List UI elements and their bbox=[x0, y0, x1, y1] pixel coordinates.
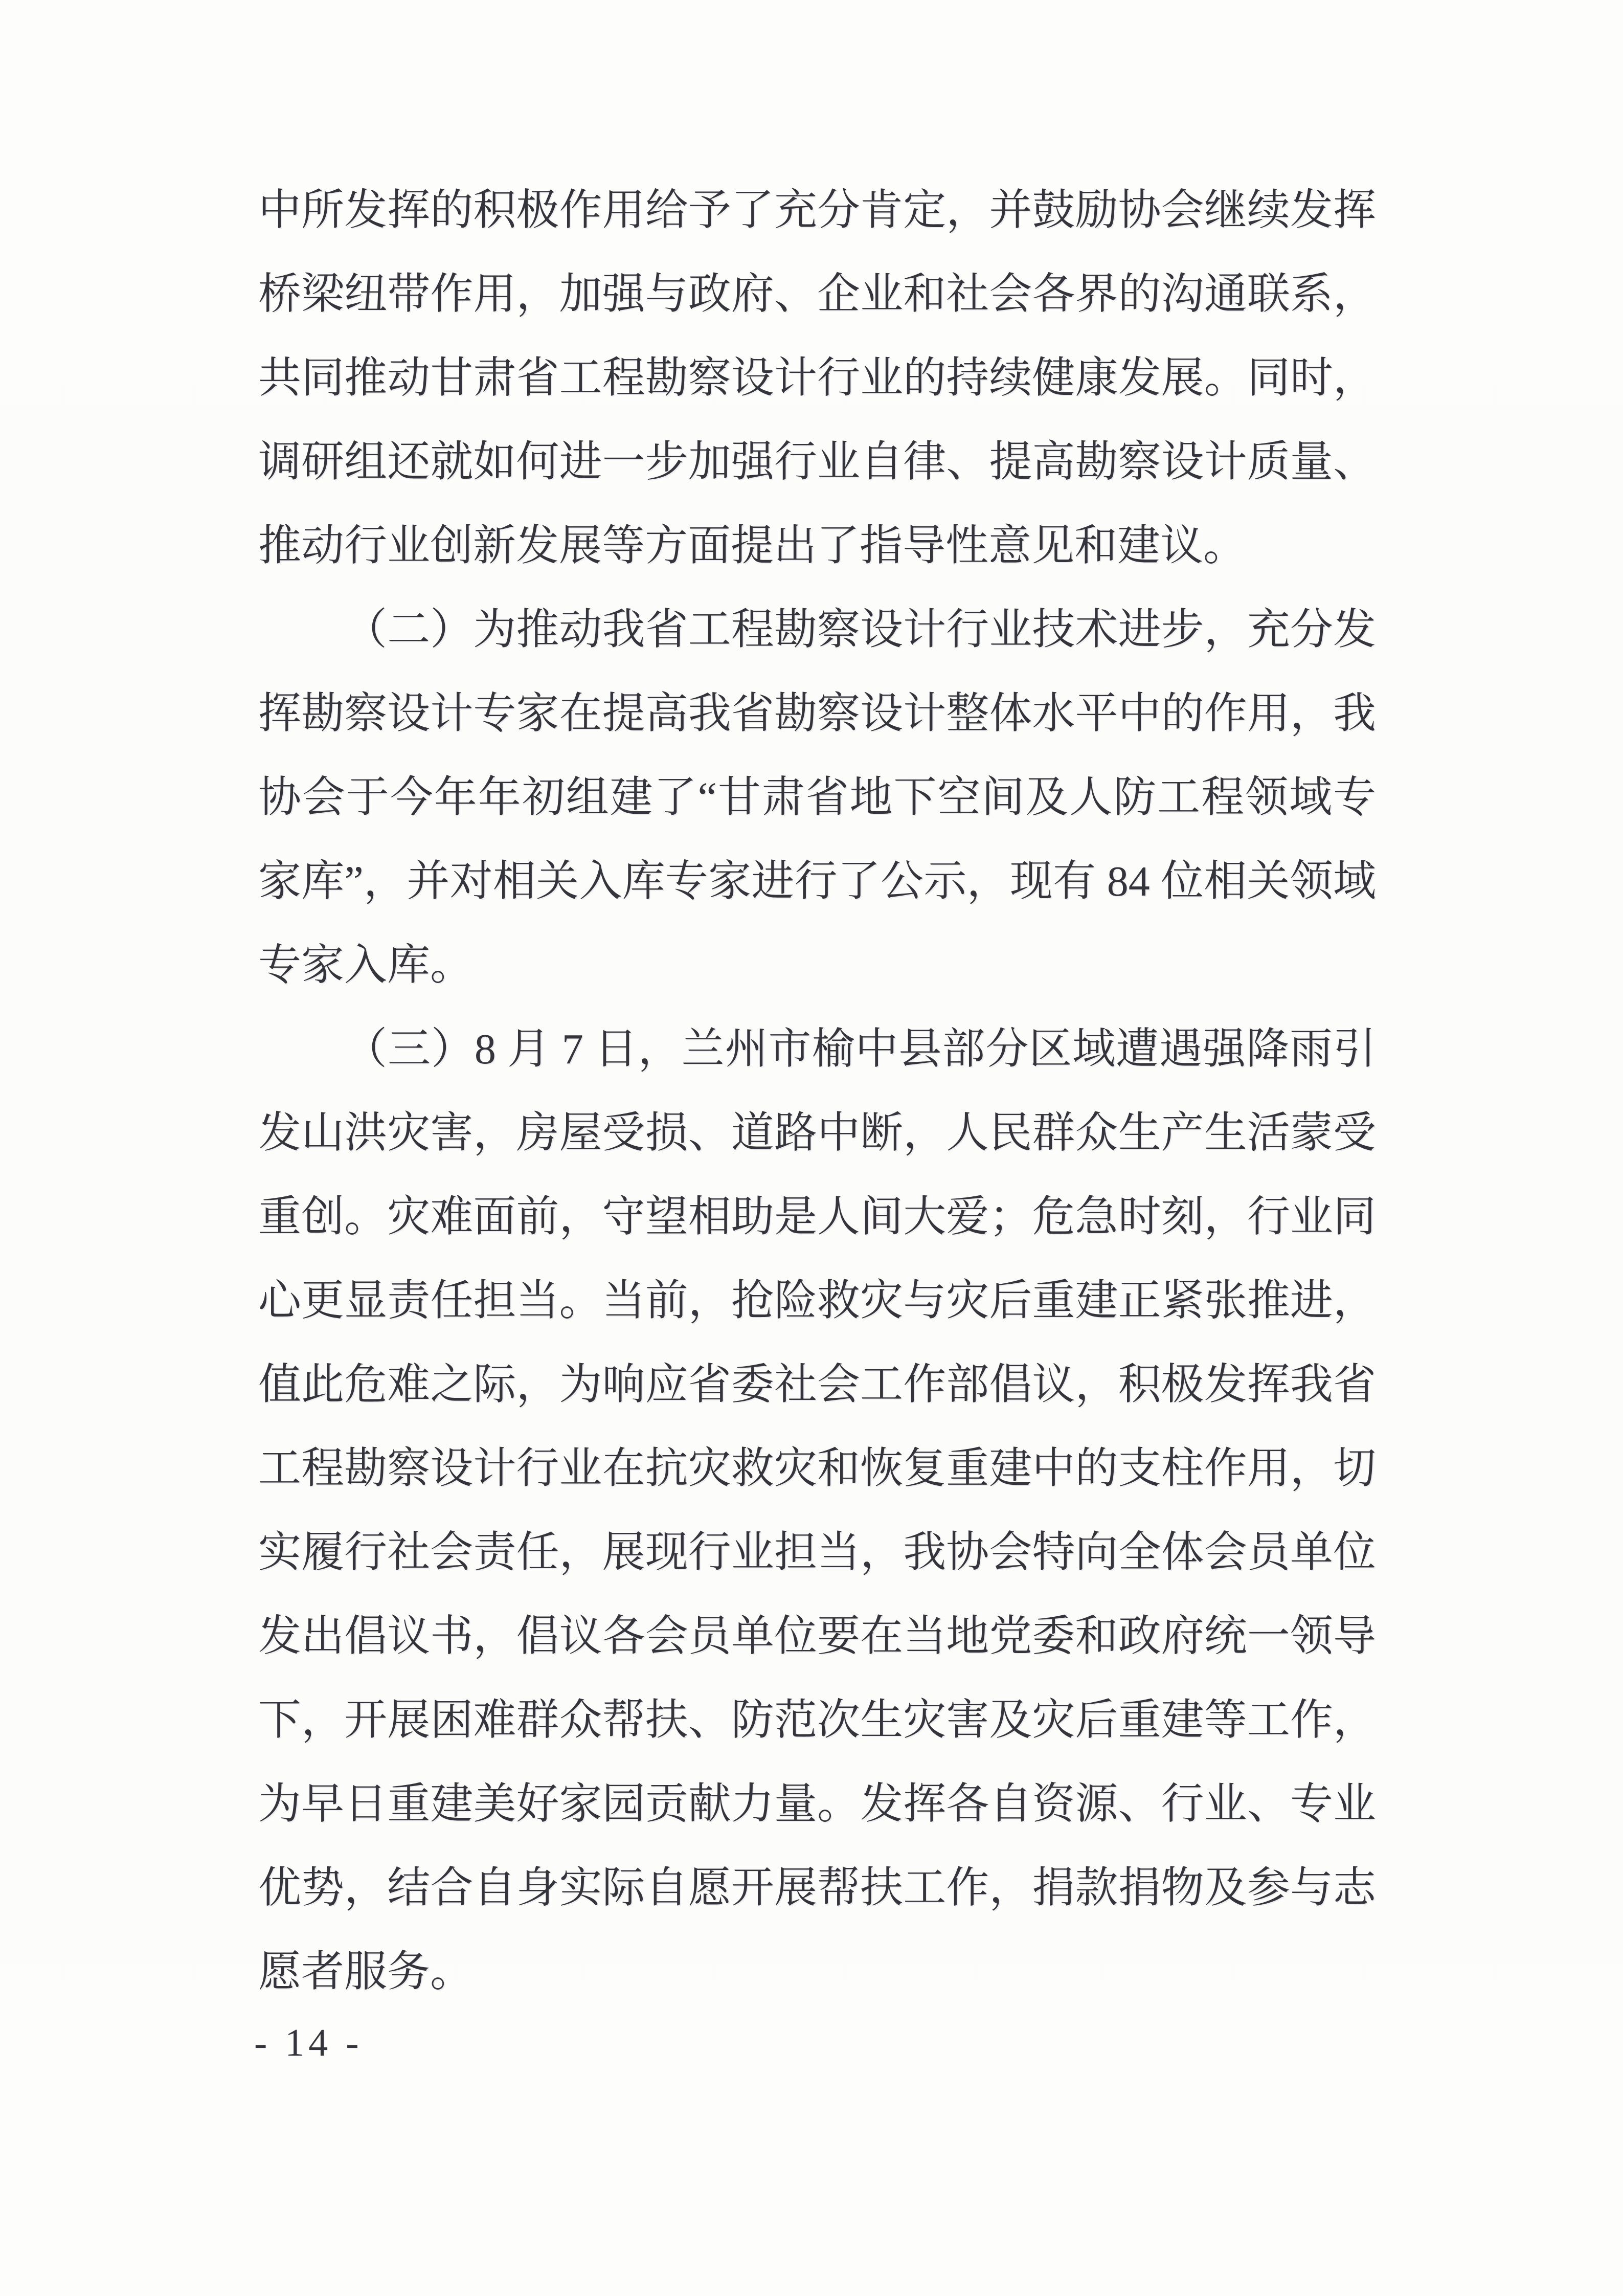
paragraph-item-two: （二）为推动我省工程勘察设计行业技术进步，充分发挥勘察设计专家在提高我省勘察设计整体水平中的作用，我协会于今年年初组建了“甘肃省地下空间及人防工程领域专家库”，并对相关入库专家进行了公示，现有 84 位相关领域专家入库。 bbox=[258, 606, 1376, 989]
page-number: - 14 - bbox=[254, 2021, 363, 2064]
paragraph-item-three: （三）8 月 7 日，兰州市榆中县部分区域遭遇强降雨引发山洪灾害，房屋受损、道路中断，人民群众生产生活蒙受重创。灾难面前，守望相助是人间大爱；危急时刻，行业同心更显责任担当。当前，抢险救灾与灾后重建正紧张推进，值此危难之际，为响应省委社会工作部倡议，积极发挥我省工程勘察设计行业在抗灾救灾和恢复重建中的支柱作用，切实履行社会责任，展现行业担当，我协会特向全体会员单位发出倡议书，倡议各会员单位要在当地党委和政府统一领导下，开展困难群众帮扶、防范次生灾害及灾后重建等工作，为早日重建美好家园贡献力量。发挥各自资源、行业、专业优势，结合自身实际自愿开展帮扶工作，捐款捐物及参与志愿者服务。 bbox=[258, 1026, 1376, 1996]
document-body bbox=[258, 169, 1376, 2014]
paragraph-continuation: 中所发挥的积极作用给予了充分肯定，并鼓励协会继续发挥桥梁纽带作用，加强与政府、企业和社会各界的沟通联系，共同推动甘肃省工程勘察设计行业的持续健康发展。同时，调研组还就如何进一步加强行业自律、提高勘察设计质量、推动行业创新发展等方面提出了指导性意见和建议。 bbox=[258, 187, 1376, 570]
